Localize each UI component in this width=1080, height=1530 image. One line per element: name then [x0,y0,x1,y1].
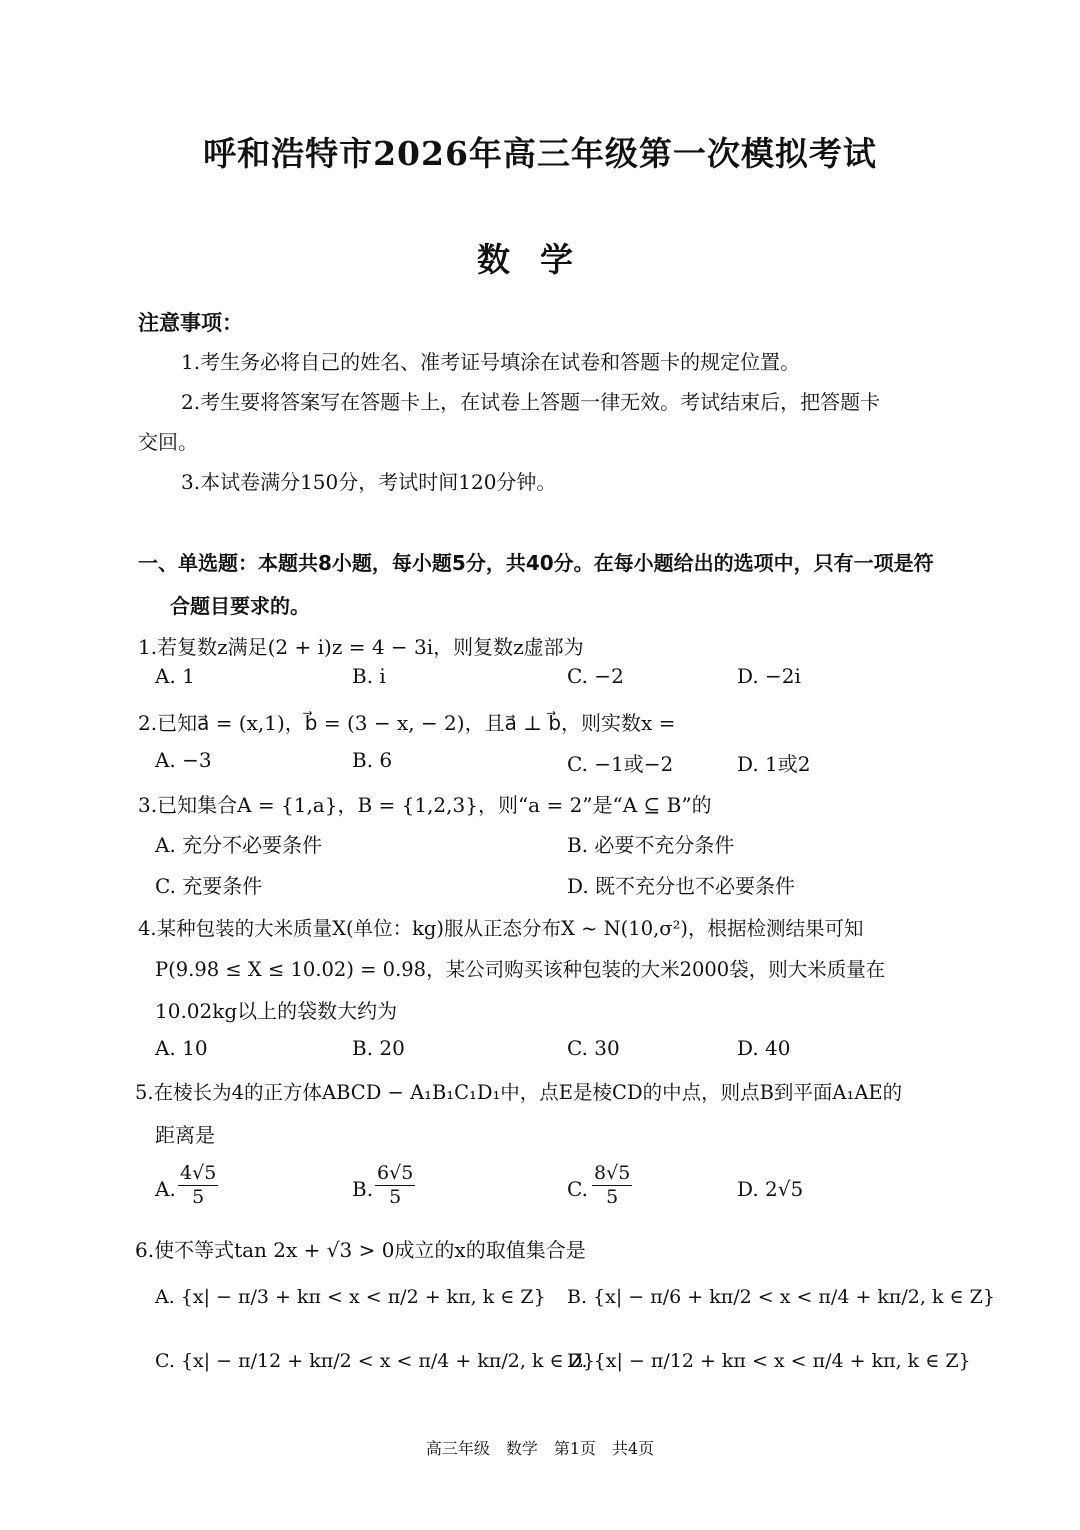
option-c: C. −2 [567,664,624,688]
question-stem: 1.若复数z满足(2 + i)z = 4 − 3i，则复数z虚部为 [138,635,584,659]
exam-title: 呼和浩特市2026年高三年级第一次模拟考试 [203,134,877,173]
option-a: A. 10 [155,1036,208,1060]
option-a: A. {x| − π/3 + kπ < x < π/2 + kπ, k ∈ Z} [155,1286,546,1308]
fraction-numerator: 6√5 [377,1162,414,1184]
option-b: B. i [352,664,386,688]
fraction-numerator: 8√5 [594,1162,631,1184]
option-b: B. 6 [352,748,393,772]
option-a [155,1177,176,1201]
option-label: A. [155,1177,176,1201]
fraction-numerator: 4√5 [180,1162,217,1184]
option-a: A. 充分不必要条件 [155,833,323,857]
option-label: C. [567,1177,588,1201]
option-d: D. −2i [737,664,801,688]
option-b [352,1177,373,1201]
page-footer: 高三年级 数学 第1页 共4页 [425,1439,655,1458]
fraction [178,1162,218,1209]
option-c: C. −1或−2 [567,752,674,776]
option-c: C. 30 [567,1036,620,1060]
question-stem: 4.某种包装的大米质量X(单位：kg)服从正态分布X ~ N(10,σ²)，根据检测结果可知 [138,917,864,940]
fraction [592,1162,632,1209]
fraction [375,1162,415,1209]
question-stem: 2.已知a⃗ = (x,1)，b⃗ = (3 − x, − 2)，且a⃗ ⊥ b⃗，则实数x = [138,711,676,735]
option-d: D. 2√5 [737,1177,804,1201]
question-stem-cont: 10.02kg以上的袋数大约为 [155,999,398,1023]
section-heading-cont: 合题目要求的。 [170,594,310,618]
question-stem: 3.已知集合A = {1,a}，B = {1,2,3}，则“a = 2”是“A ⊆ B”的 [138,793,712,817]
option-d: D. 既不充分也不必要条件 [567,874,796,898]
section-heading: 一、单选题：本题共8小题，每小题5分，共40分。在每小题给出的选项中，只有一项是符 [138,551,934,575]
notice-item: 3.本试卷满分150分，考试时间120分钟。 [181,470,557,494]
option-b: B. 必要不充分条件 [567,833,735,857]
question-stem-cont: 距离是 [155,1123,215,1147]
option-b: B. 20 [352,1036,405,1060]
subject-title: 数学 [477,240,603,279]
question-stem: 6.使不等式tan 2x + √3 > 0成立的x的取值集合是 [135,1238,586,1262]
fraction-denominator: 5 [389,1186,402,1208]
option-c [567,1177,588,1201]
notice-heading: 注意事项： [138,311,243,335]
notice-item: 1.考生务必将自己的姓名、准考证号填涂在试卷和答题卡的规定位置。 [181,350,801,374]
option-b: B. {x| − π/6 + kπ/2 < x < π/4 + kπ/2, k ∈ Z} [567,1286,995,1308]
fraction-denominator: 5 [606,1186,619,1208]
notice-item: 2.考生要将答案写在答题卡上，在试卷上答题一律无效。考试结束后，把答题卡 [181,390,881,414]
notice-item: 交回。 [138,430,198,454]
fraction-denominator: 5 [192,1186,205,1208]
option-c: C. 充要条件 [155,874,263,898]
option-d: D. {x| − π/12 + kπ < x < π/4 + kπ, k ∈ Z} [567,1350,971,1372]
option-c: C. {x| − π/12 + kπ/2 < x < π/4 + kπ/2, k ∈ Z} [155,1350,595,1372]
option-a: A. 1 [155,664,195,688]
option-label: B. [352,1177,374,1201]
option-d: D. 40 [737,1036,791,1060]
question-stem-cont: P(9.98 ≤ X ≤ 10.02) = 0.98，某公司购买该种包装的大米2000袋，则大米质量在 [155,958,886,981]
option-a: A. −3 [155,748,212,772]
question-stem: 5.在棱长为4的正方体ABCD − A₁B₁C₁D₁中，点E是棱CD的中点，则点B到平面A₁AE的 [135,1081,903,1104]
option-d: D. 1或2 [737,752,811,776]
